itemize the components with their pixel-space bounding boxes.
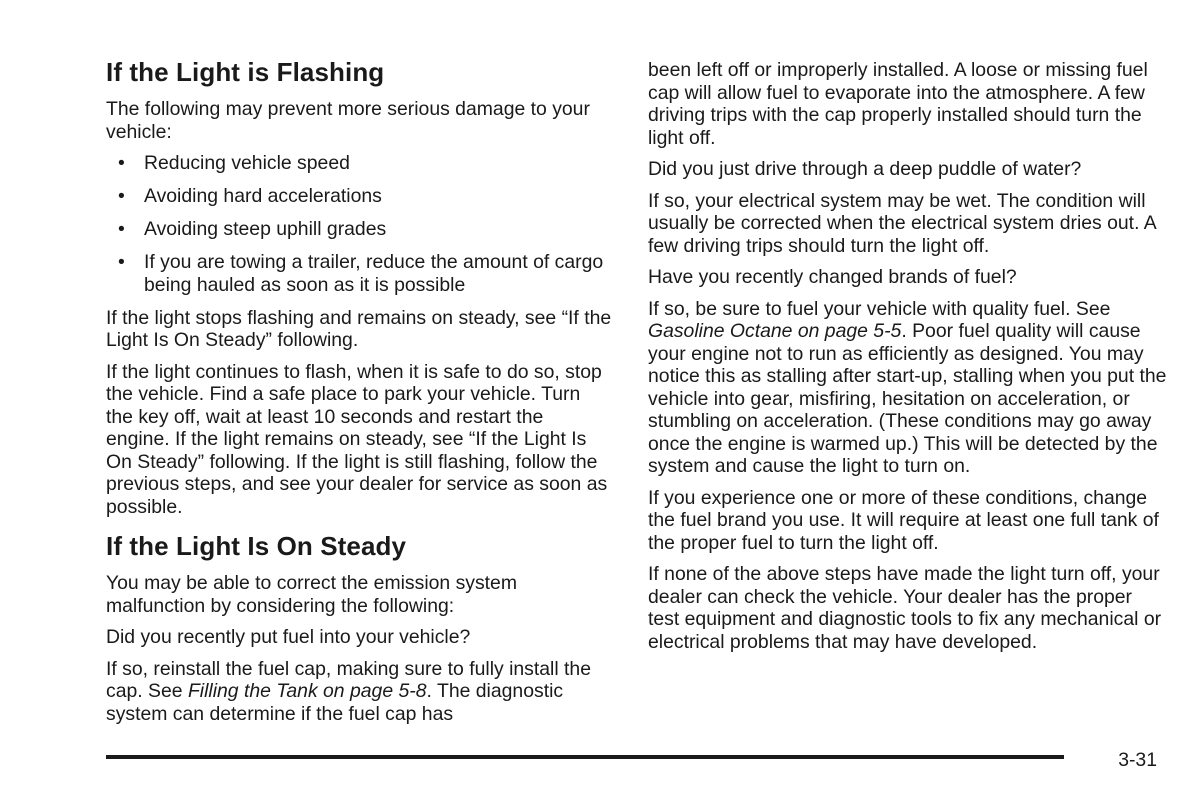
paragraph-reinstall-cap [106, 658, 612, 726]
paragraph-brand-question: Have you recently changed brands of fuel? [648, 266, 1017, 288]
paragraph-correct-malfunction: You may be able to correct the emission system malfunction by considering the following: [106, 572, 517, 617]
list-item [106, 251, 612, 296]
quality-text-end: . Poor fuel quality will cause your engine not to run as efficiently as designed. You may notice this as stalling after start-up, stalling when you put the vehicle into gear, misfiring, hesitation on acceleration, or stumbling on acceleration. (These conditions may go away once the engine is warmed up.) This will be detected by the system and cause the light to turn on. [648, 320, 1167, 477]
bullet-icon: • [118, 185, 125, 207]
paragraph-fuel-question: Did you recently put fuel into your vehicle? [106, 626, 471, 648]
heading-light-on-steady: If the Light Is On Steady [106, 531, 407, 561]
footer-rule [106, 755, 1064, 759]
list-item-text: If you are towing a trailer, reduce the amount of cargo being hauled as soon as it is possible [144, 251, 604, 296]
prevention-list [106, 152, 612, 296]
flashing-intro: The following may prevent more serious damage to your vehicle: [106, 98, 590, 143]
bullet-icon: • [118, 152, 125, 174]
reference-gasoline-octane[interactable]: Gasoline Octane on page 5-5 [648, 320, 902, 342]
quality-text-start: If so, be sure to fuel your vehicle with quality fuel. See [648, 297, 1111, 320]
right-column [648, 59, 1168, 662]
paragraph-experience-conditions: If you experience one or more of these conditions, change the fuel brand you use. It will require at least one full tank of the proper fuel to turn the light off. [648, 486, 1159, 554]
page-number: 3-31 [1118, 749, 1157, 771]
list-item-text: Reducing vehicle speed [144, 152, 350, 174]
heading-light-flashing: If the Light is Flashing [106, 57, 385, 87]
list-item-text: Avoiding hard accelerations [144, 185, 382, 207]
paragraph-fuel-quality [648, 298, 1168, 478]
reinstall-text-end: . The diagnostic system can determine if the fuel cap has [106, 680, 564, 725]
paragraph-puddle-answer: If so, your electrical system may be wet. The condition will usually be corrected when the electrical system dries out. A few driving trips should turn the light off. [648, 189, 1156, 257]
list-item-text: Avoiding steep uphill grades [144, 218, 387, 240]
list-item [106, 218, 612, 241]
bullet-icon: • [118, 218, 125, 240]
reference-filling-tank[interactable]: Filling the Tank on page 5-8 [187, 680, 427, 702]
paragraph-continues-flashing: If the light continues to flash, when it is safe to do so, stop the vehicle. Find a safe place to park your vehicle. Turn the key off, wait at least 10 seconds and restart the engine. If the light remains on steady, see “If the Light Is On Steady” following. If the light is still flashing, follow the previous steps, and see your dealer for service as soon as possible. [106, 360, 608, 518]
bullet-icon: • [118, 251, 125, 273]
left-column [106, 56, 612, 734]
reinstall-text-start: If so, reinstall the fuel cap, making sure to fully install the cap. See [106, 657, 592, 702]
paragraph-cap-continued: been left off or improperly installed. A loose or missing fuel cap will allow fuel to evaporate into the atmosphere. A few driving trips with the cap properly installed should turn the light off. [648, 59, 1148, 149]
list-item [106, 185, 612, 208]
paragraph-stops-flashing: If the light stops flashing and remains on steady, see “If the Light Is On Steady” following. [106, 306, 612, 351]
list-item [106, 152, 612, 175]
paragraph-none-worked: If none of the above steps have made the light turn off, your dealer can check the vehicle. Your dealer has the proper test equipment and diagnostic tools to fix any mechanical or electrical problems that may have developed. [648, 563, 1162, 653]
paragraph-puddle-question: Did you just drive through a deep puddle of water? [648, 158, 1082, 180]
